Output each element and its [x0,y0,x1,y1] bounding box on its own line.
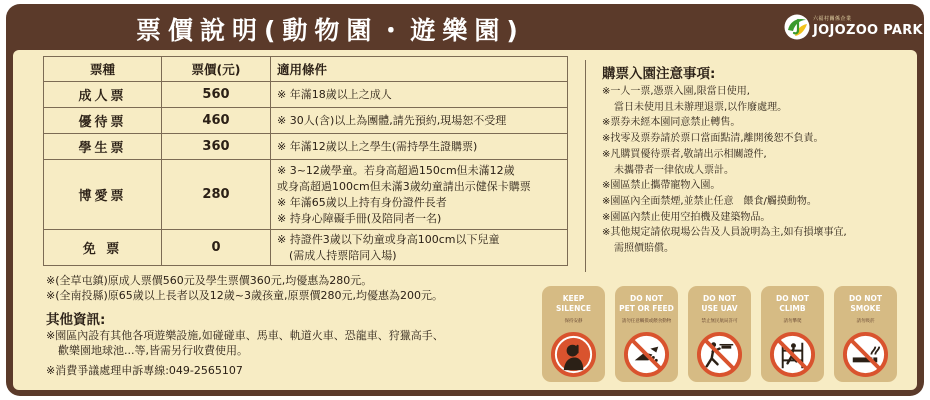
sign-title-line2: CLIMB [779,304,806,313]
rule-item: ※園區內全面禁煙,並禁止任意 餵食/觸摸動物。 [602,195,817,207]
other-info-line: 歡樂園地球池...等,皆需另行收費使用。 [58,344,248,357]
complaint-hotline: ※消費爭議處理申訴專線:049-2565107 [46,364,243,377]
ticket-price: 0 [162,230,271,266]
ticket-price: 360 [162,134,271,160]
rule-item: ※找零及票券請於票口當面點清,離開後恕不負責。 [602,133,824,145]
sign-no-climbing [761,286,824,382]
ticket-conditions [271,108,568,134]
condition-line: ※ 持身心障礙手冊(及陪同者一名) [277,211,442,225]
ticket-conditions [271,160,568,230]
logo-text: JOJOZOO PARK [813,23,923,38]
rule-item: 未攜帶者一律依成人票計。 [614,164,734,176]
sign-keep-silence [542,286,605,382]
sign-subtitle: 請勿吸菸 [856,319,875,324]
page-title: 票價說明(動物園・遊樂園) [136,16,525,45]
sign-no-drone [688,286,751,382]
board-header [6,4,924,50]
rules-title: 購票入園注意事項: [602,66,716,82]
table-row [44,82,568,108]
sign-subtitle: 請勿攀爬 [783,319,802,324]
condition-line: 或身高超過100cm但未滿3歲幼童請出示健保卡購票 [277,179,531,193]
condition-line: ※ 30人(含)以上為團體,請先預約,現場恕不受理 [277,113,507,127]
condition-line: (需成人持票陪同入場) [289,248,397,262]
rule-item: ※園區禁止攜帶寵物入園。 [602,180,721,192]
sign-subtitle: 請勿任意觸摸或餵食動物 [621,319,672,324]
table-row [44,230,568,266]
ticket-price: 560 [162,82,271,108]
no-smoking-icon [842,331,889,378]
rule-item: ※一人一票,憑票入園,限當日使用, [602,86,750,97]
price-board [6,4,924,396]
sign-no-feeding [615,286,678,382]
sign-subtitle: 保持安靜 [564,319,583,324]
sign-title-line1: DO NOT [703,294,736,303]
sign-title-line2: SILENCE [556,304,591,313]
sign-title-line1: DO NOT [630,294,663,303]
rule-item: ※票券未經本園同意禁止轉售。 [602,117,741,129]
no-climbing-icon [769,331,816,378]
discount-note: ※(全草屯鎮)原成人票價560元及學生票價360元,均優惠為280元。 [46,274,373,287]
no-drone-icon [696,331,743,378]
ticket-type: 學生票 [44,134,162,160]
column-divider [585,60,586,272]
table-row [44,134,568,160]
condition-line: ※ 3~12歲學童。若身高超過150cm但未滿12歲 [277,163,515,177]
ticket-conditions [271,82,568,108]
sign-title-line2: USE UAV [701,304,738,313]
logo-subtitle: 六福村關係企業 [813,16,852,22]
other-info-title: 其他資訊: [46,312,106,328]
sign-title [761,294,824,314]
info-panel [13,50,917,390]
rule-item: ※園區內禁止使用空拍機及建築物品。 [602,211,771,223]
sign-title [542,294,605,314]
other-info-text [46,328,444,358]
other-info-line: ※園區內設有其他各項遊樂設施,如碰碰車、馬車、軌道火車、恐龍車、狩獵高手、 [46,329,444,342]
discount-note: ※(全南投縣)原65歲以上長者以及12歲~3歲孩童,原票價280元,均優惠為200元。 [46,289,443,302]
condition-line: ※ 年滿12歲以上之學生(需持學生證購票) [277,139,478,153]
rule-item: ※凡購買優待票者,敬請出示相關證件, [602,148,767,160]
rule-item: ※其他規定請依現場公告及人員說明為主,如有損壞事宜, [602,227,847,239]
column-header-ticket-type: 票種 [44,57,162,82]
ticket-type: 成人票 [44,82,162,108]
ticket-price: 280 [162,160,271,230]
column-header-price: 票價(元) [162,57,271,82]
price-table [43,56,568,266]
silence-icon [550,331,597,378]
sign-title [615,294,678,314]
condition-line: ※ 年滿65歲以上持有身份證件長者 [277,195,447,209]
condition-line: ※ 年滿18歲以上之成人 [277,87,392,101]
rules-list [602,84,847,257]
prohibition-signs [542,286,902,382]
sign-no-smoking [834,286,897,382]
sign-title-line1: DO NOT [849,294,882,303]
condition-line: ※ 持證件3歲以下幼童或身高100cm以下兒童 [277,232,500,246]
rule-item: 需照價賠償。 [614,243,674,255]
no-feeding-icon [623,331,670,378]
sign-subtitle: 禁止無民航局許可 [701,319,738,324]
sign-title [688,294,751,314]
sign-title-line1: DO NOT [776,294,809,303]
sign-title-line2: SMOKE [850,304,881,313]
sign-title-line1: KEEP [562,294,585,303]
ticket-conditions [271,230,568,266]
sign-title-line2: PET OR FEED [619,304,674,313]
discount-notes [46,273,443,303]
column-header-conditions: 適用條件 [271,57,568,82]
ticket-conditions [271,134,568,160]
ticket-price: 460 [162,108,271,134]
table-row [44,108,568,134]
park-logo [784,14,923,40]
ticket-type: 優待票 [44,108,162,134]
ticket-type: 免 票 [44,230,162,266]
table-row [44,160,568,230]
rule-item: 當日未使用且未辦理退票,以作廢處理。 [614,101,788,113]
table-header-row [44,57,568,82]
sign-title [834,294,897,314]
ticket-type: 博愛票 [44,160,162,230]
jojozoo-logo-icon [784,14,810,40]
